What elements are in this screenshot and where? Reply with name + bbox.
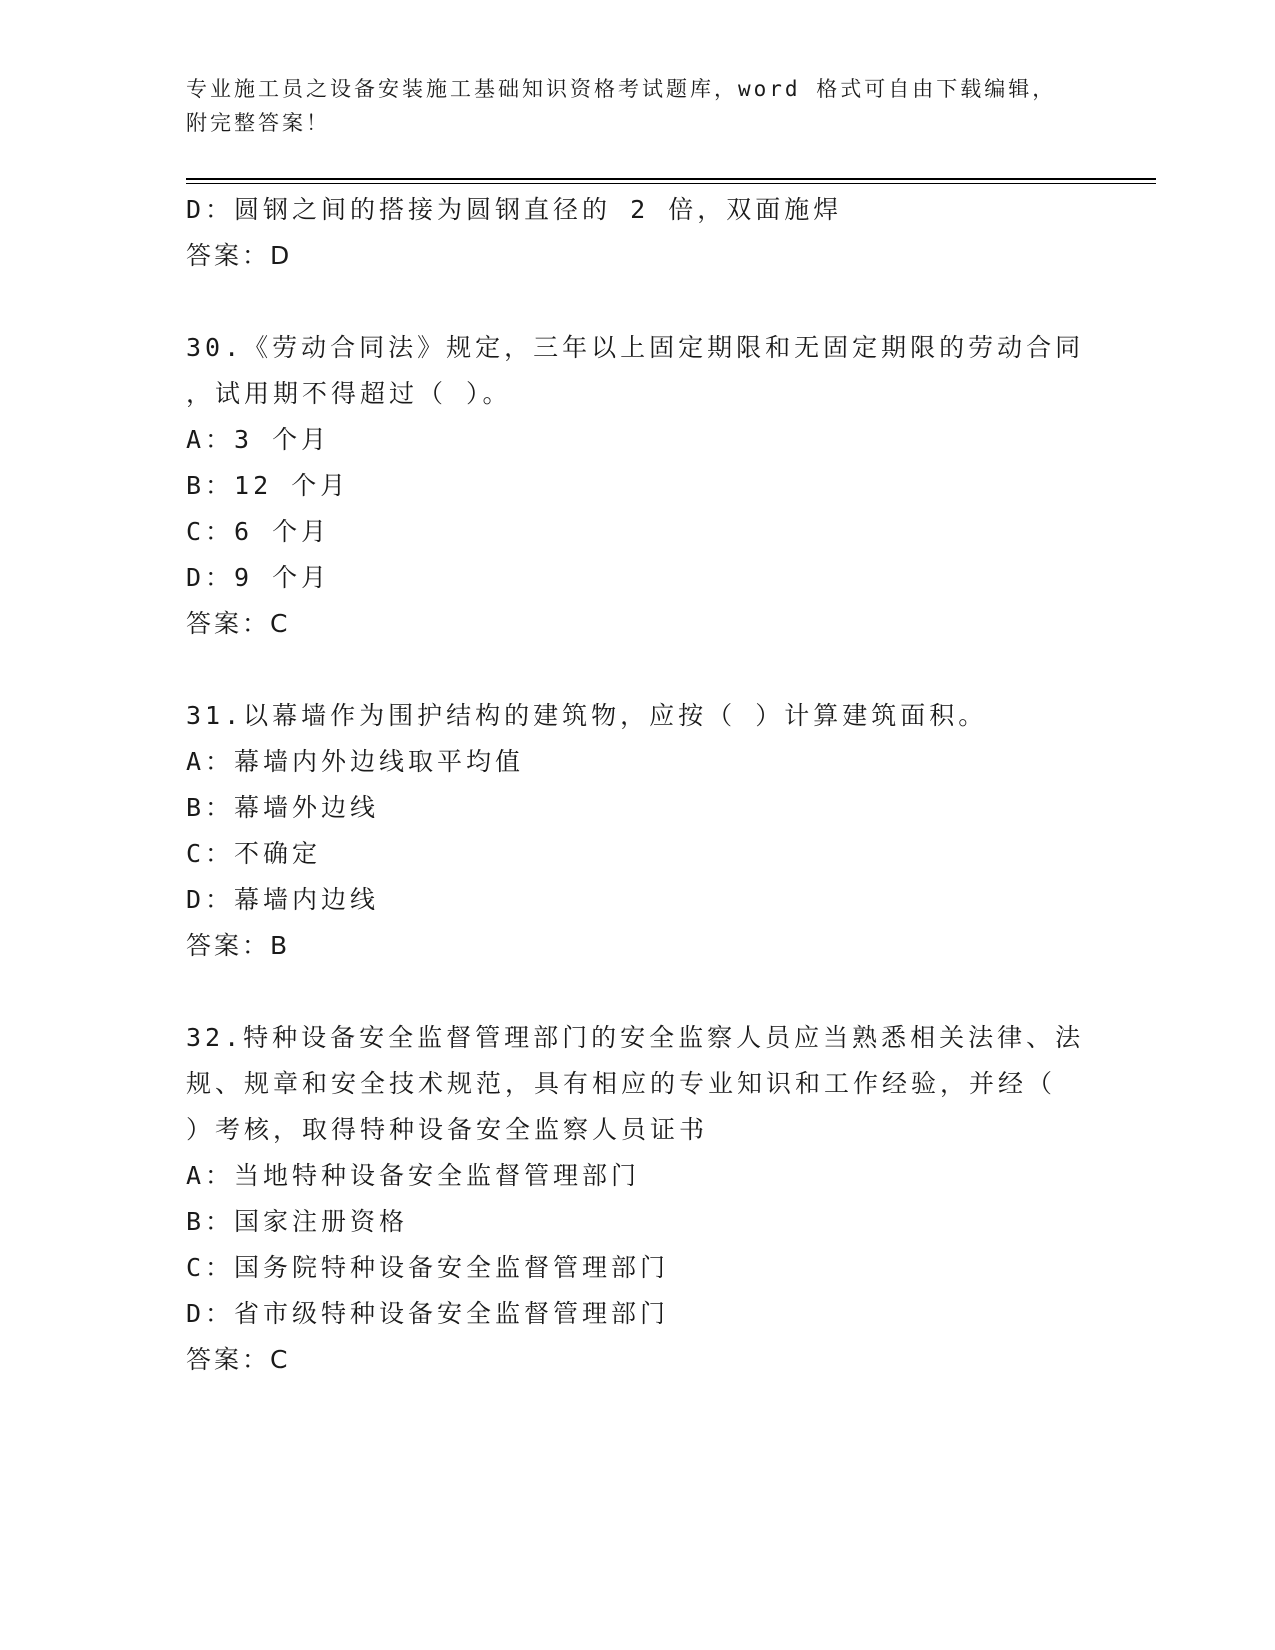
option-a: A：当地特种设备安全监督管理部门 <box>186 1161 641 1190</box>
option-b: B：国家注册资格 <box>186 1207 409 1236</box>
answer: 答案：C <box>186 1345 291 1374</box>
question-text-line: ）考核，取得特种设备安全监察人员证书 <box>186 1115 709 1144</box>
question-text-line: 规、规章和安全技术规范，具有相应的专业知识和工作经验，并经（ <box>186 1069 1057 1098</box>
header-rule-thin <box>186 183 1156 184</box>
header-line-2: 附完整答案！ <box>186 111 330 135</box>
spacer <box>186 279 1086 325</box>
question-text-line: ，试用期不得超过（ ）。 <box>186 379 512 408</box>
question-list <box>186 187 1086 1383</box>
prev-answer: 答案：D <box>186 241 293 270</box>
answer: 答案：B <box>186 931 291 960</box>
header-rule-thick <box>186 178 1156 180</box>
question-31 <box>186 693 1086 969</box>
option-d: D：9 个月 <box>186 563 331 592</box>
option-d: D：省市级特种设备安全监督管理部门 <box>186 1299 670 1328</box>
question-text-line: 32.特种设备安全监督管理部门的安全监察人员应当熟悉相关法律、法 <box>186 1023 1085 1052</box>
option-b: B：幕墙外边线 <box>186 793 380 822</box>
option-c: C：不确定 <box>186 839 322 868</box>
spacer <box>186 647 1086 693</box>
option-c: C：国务院特种设备安全监督管理部门 <box>186 1253 670 1282</box>
question-text-line: 31.以幕墙作为围护结构的建筑物，应按（ ）计算建筑面积。 <box>186 701 988 730</box>
document-header <box>186 72 1086 140</box>
option-a: A：幕墙内外边线取平均值 <box>186 747 525 776</box>
question-32 <box>186 1015 1086 1383</box>
question-text-line: 30.《劳动合同法》规定，三年以上固定期限和无固定期限的劳动合同 <box>186 333 1085 362</box>
answer: 答案：C <box>186 609 291 638</box>
option-c: C：6 个月 <box>186 517 331 546</box>
question-30 <box>186 325 1086 647</box>
option-b: B：12 个月 <box>186 471 350 500</box>
option-d: D：幕墙内边线 <box>186 885 380 914</box>
option-a: A：3 个月 <box>186 425 331 454</box>
prev-option-d: D：圆钢之间的搭接为圆钢直径的 2 倍，双面施焊 <box>186 195 843 224</box>
spacer <box>186 969 1086 1015</box>
header-line-1: 专业施工员之设备安装施工基础知识资格考试题库，word 格式可自由下载编辑， <box>186 77 1057 101</box>
